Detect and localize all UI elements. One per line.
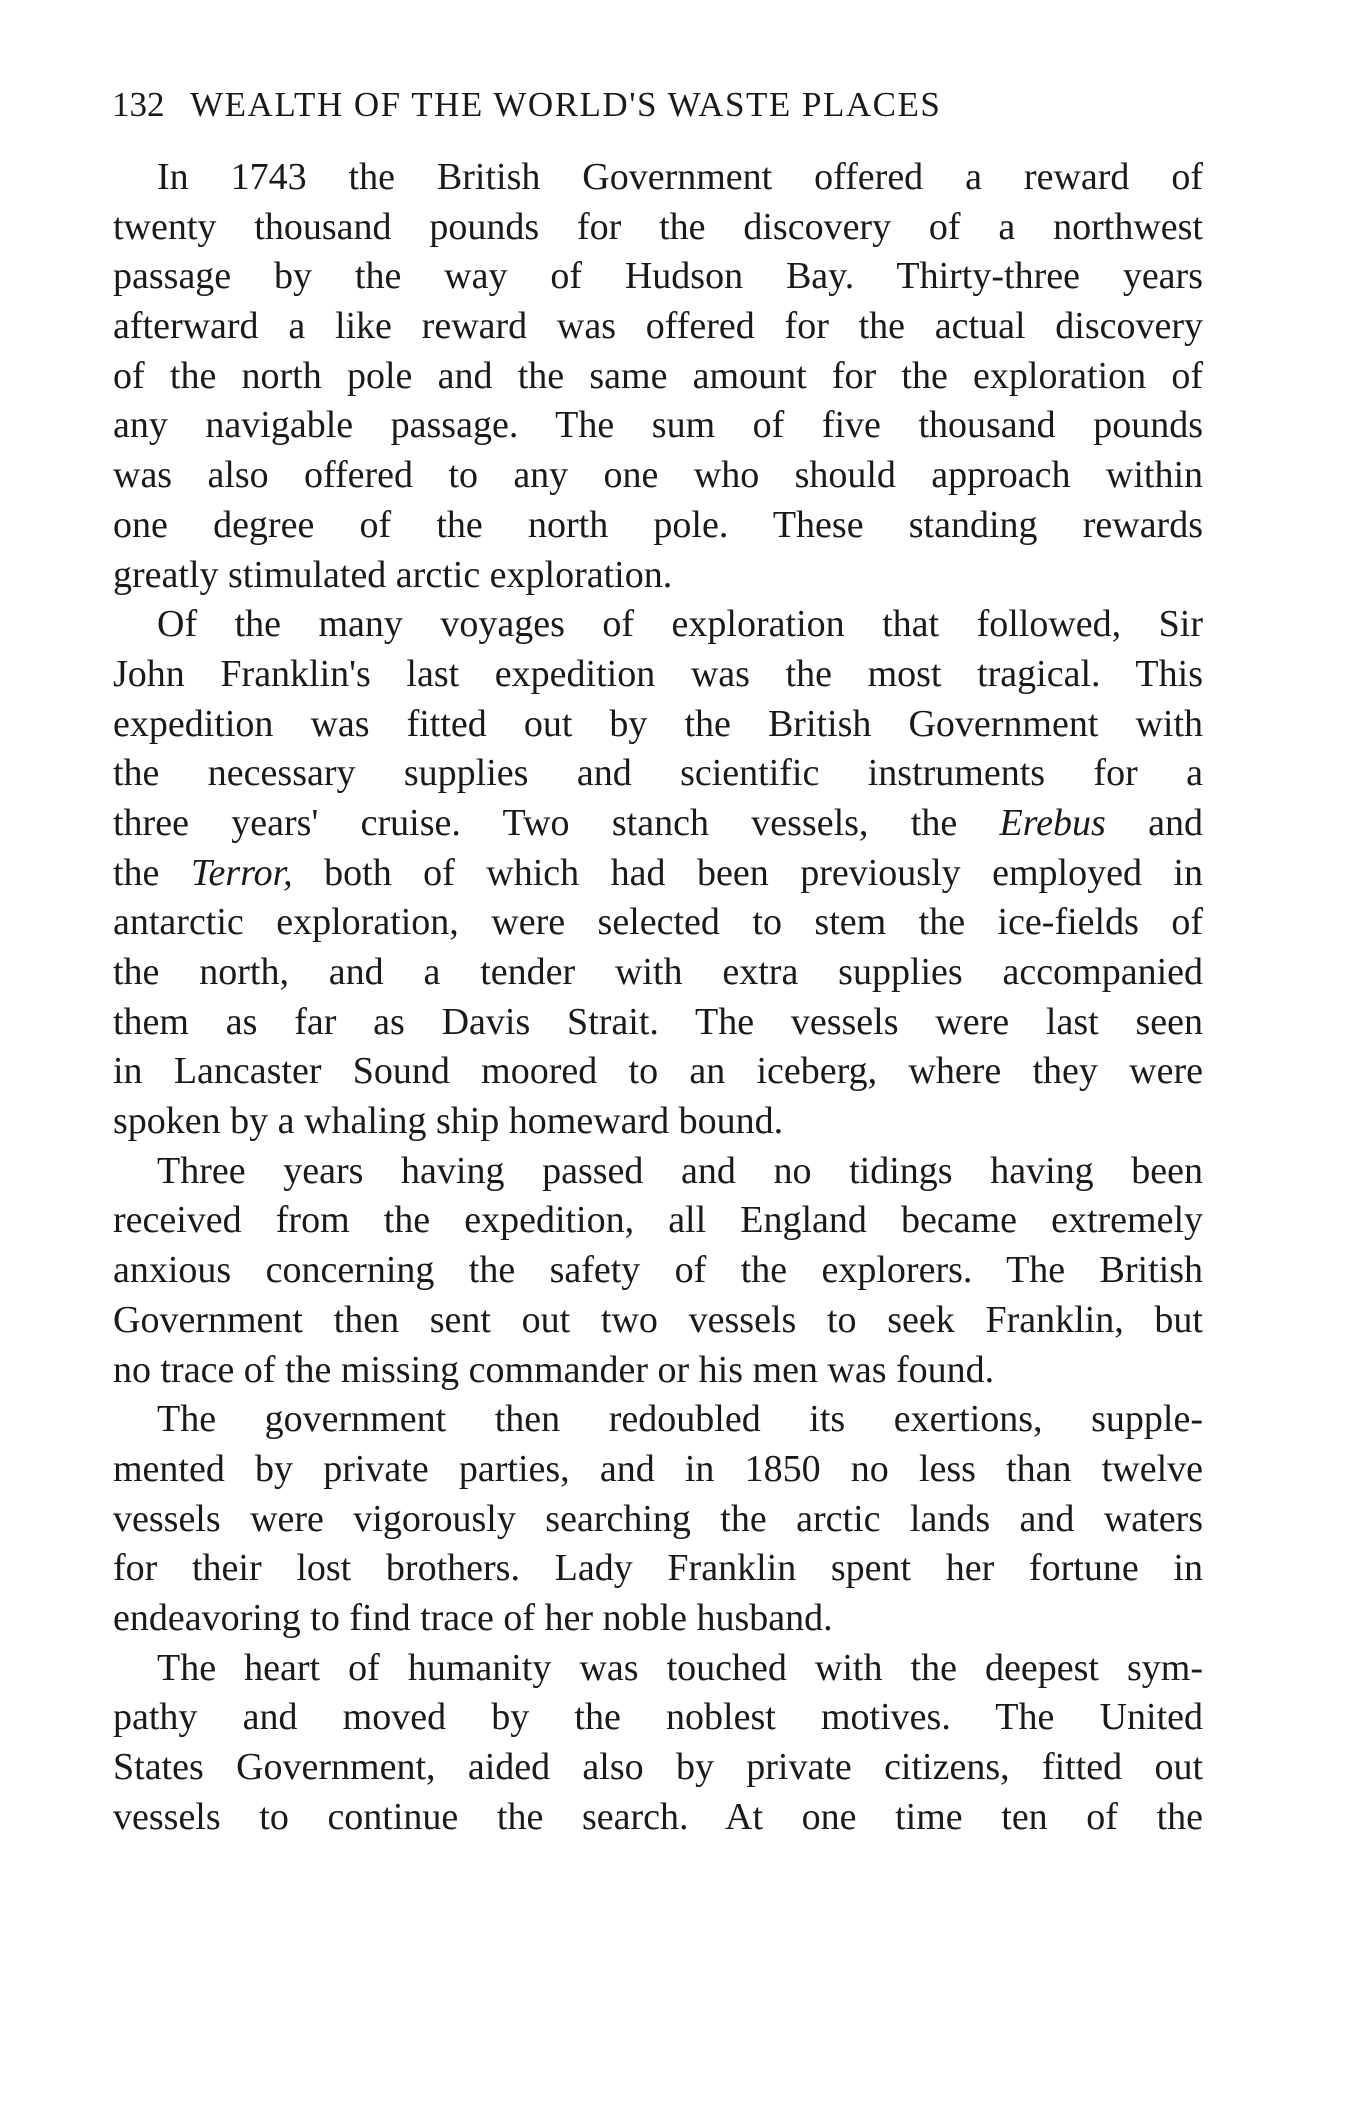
paragraph-franklin-expedition <box>113 600 1203 1147</box>
paragraph-rewards <box>113 153 1203 600</box>
text-run: and <box>1105 801 1204 844</box>
text-line: one degree of the north pole. These standing rewards <box>113 503 1203 546</box>
text-run: three years' cruise. Two stanch vessels, the <box>113 801 1000 844</box>
text-line: The government then redoubled its exertions, supple- <box>157 1398 1203 1441</box>
text-line: antarctic exploration, were selected to stem the ice-fields of <box>113 901 1203 944</box>
page-number: 132 <box>112 85 165 124</box>
text-line: The heart of humanity was touched with the deepest sym- <box>157 1646 1203 1689</box>
text-run: both of which had been previously employed in <box>292 851 1203 894</box>
text-line: endeavoring to find trace of her noble husband. <box>113 1596 833 1639</box>
text-line: afterward a like reward was offered for the actual discovery <box>113 305 1203 348</box>
text-line: mented by private parties, and in 1850 no less than twelve <box>113 1447 1203 1490</box>
text-run: the <box>113 851 191 894</box>
text-line: anxious concerning the safety of the explorers. The British <box>113 1249 1203 1292</box>
text-line: States Government, aided also by private citizens, fitted out <box>113 1746 1203 1788</box>
running-title: WEALTH OF THE WORLD'S WASTE PLACES <box>190 85 942 124</box>
text-line: In 1743 the British Government offered a reward of <box>157 156 1203 198</box>
text-line: spoken by a whaling ship homeward bound. <box>113 1100 784 1143</box>
text-line: any navigable passage. The sum of five thousand pounds <box>113 404 1203 447</box>
text-line: for their lost brothers. Lady Franklin spent her fortune in <box>113 1547 1203 1590</box>
text-line: passage by the way of Hudson Bay. Thirty-three years <box>113 255 1203 298</box>
text-line: Of the many voyages of exploration that followed, Sir <box>157 603 1203 646</box>
text-line: greatly stimulated arctic exploration. <box>113 553 673 596</box>
ship-name-terror: Terror, <box>190 851 293 894</box>
body-text <box>113 153 1203 1842</box>
text-line <box>113 799 1203 849</box>
text-line: them as far as Davis Strait. The vessels were last seen <box>113 1000 1203 1043</box>
text-line: the north, and a tender with extra supplies accompanied <box>113 951 1203 993</box>
text-line: no trace of the missing commander or his men was found. <box>113 1348 995 1391</box>
running-head <box>112 84 1202 126</box>
text-line <box>113 849 1203 899</box>
paragraph-humanity <box>113 1644 1203 1843</box>
text-line: pathy and moved by the noblest motives. The United <box>113 1696 1203 1739</box>
paragraph-search <box>113 1395 1203 1643</box>
text-line: was also offered to any one who should approach within <box>113 454 1203 497</box>
ship-name-erebus: Erebus <box>999 801 1106 844</box>
text-line: John Franklin's last expedition was the most tragical. This <box>113 652 1203 695</box>
text-line: vessels to continue the search. At one time ten of the <box>113 1795 1203 1838</box>
paragraph-anxiety <box>113 1147 1203 1395</box>
text-line: expedition was fitted out by the British Government with <box>113 702 1203 745</box>
text-line: in Lancaster Sound moored to an iceberg, where they were <box>113 1050 1203 1093</box>
text-line: the necessary supplies and scientific instruments for a <box>113 752 1203 795</box>
text-line: Three years having passed and no tidings having been <box>157 1149 1203 1192</box>
text-line: twenty thousand pounds for the discovery of a northwest <box>113 205 1203 248</box>
text-line: received from the expedition, all England became extremely <box>113 1199 1203 1242</box>
text-line: of the north pole and the same amount for the exploration of <box>113 354 1203 397</box>
text-line: vessels were vigorously searching the arctic lands and waters <box>113 1497 1203 1540</box>
text-line: Government then sent out two vessels to seek Franklin, but <box>113 1298 1203 1341</box>
